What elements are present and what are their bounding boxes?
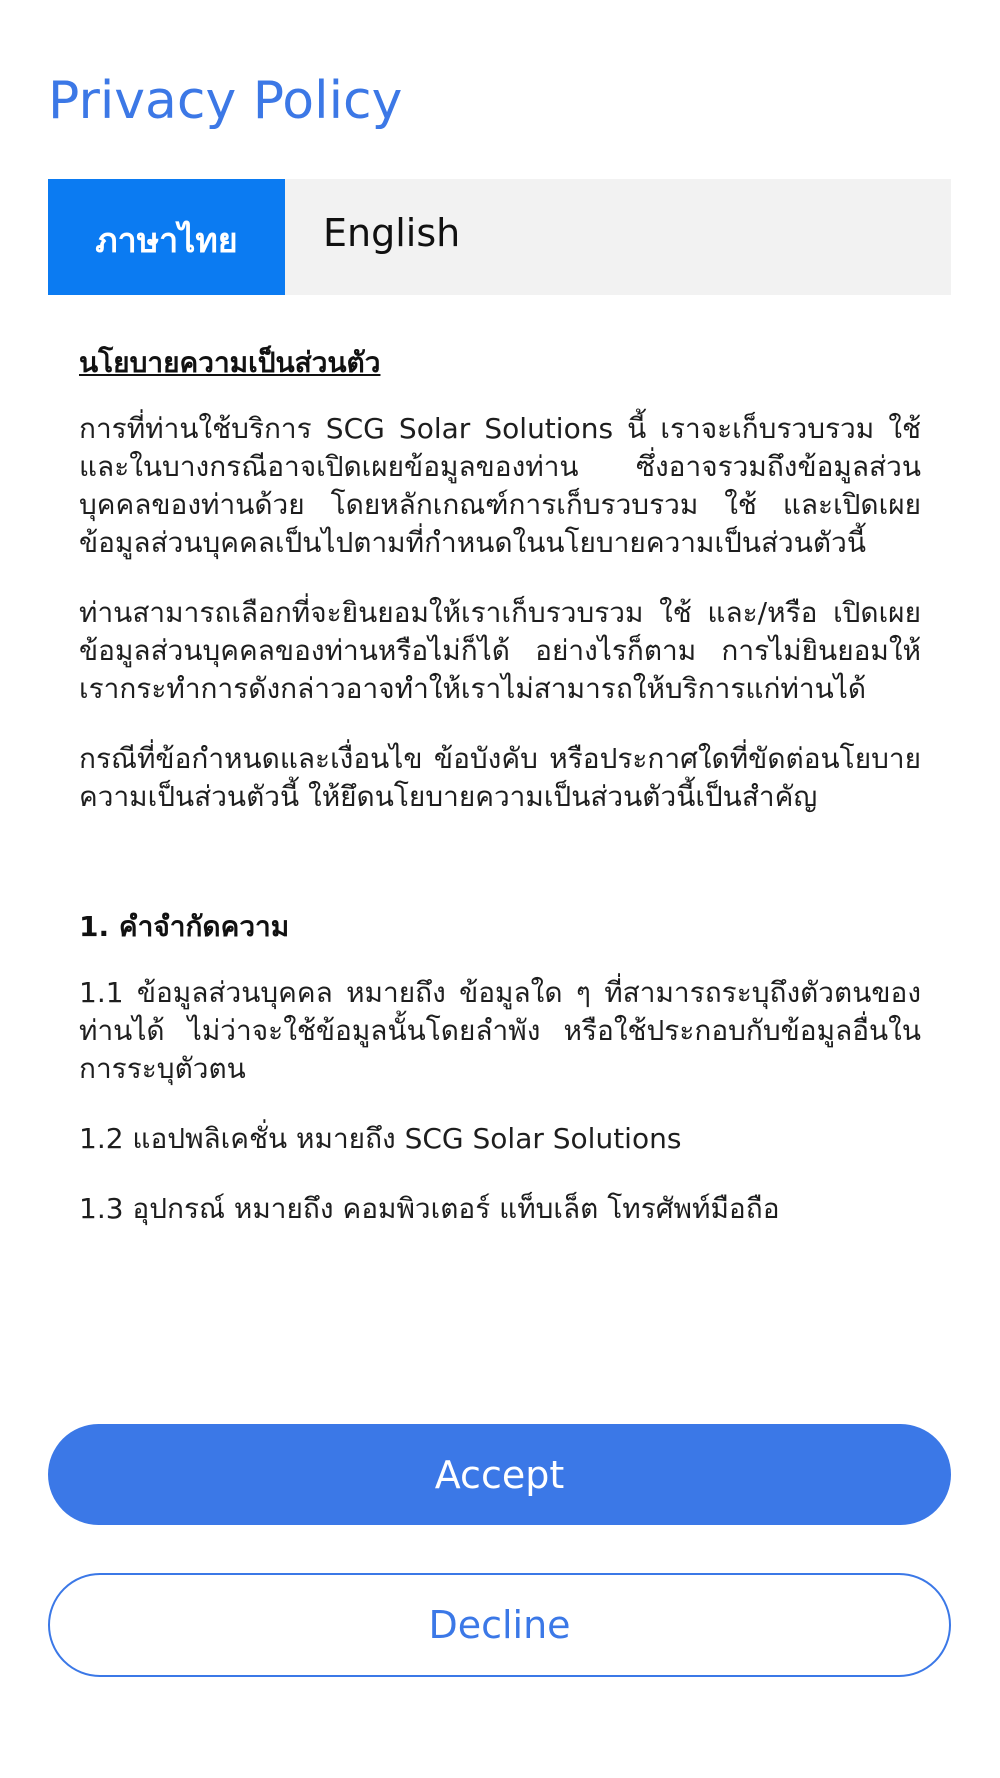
- tab-thai[interactable]: ภาษาไทย: [48, 179, 285, 295]
- page-title: Privacy Policy: [48, 71, 403, 131]
- policy-scroll-area[interactable]: [0, 330, 1000, 1346]
- tab-english[interactable]: English: [323, 211, 461, 255]
- definition-item: 1.3 อุปกรณ์ หมายถึง คอมพิวเตอร์ แท็บเล็ต โทรศัพท์มือถือ: [79, 1192, 780, 1225]
- language-tab-bar: [48, 179, 951, 295]
- section-heading-definitions: 1. คำจำกัดความ: [79, 910, 290, 943]
- policy-content: [79, 330, 921, 1260]
- policy-paragraph: การที่ท่านใช้บริการ SCG Solar Solutions นี้ เราจะเก็บรวบรวม ใช้ และในบางกรณีอาจเปิดเผยข้อมูลของท่าน ซึ่งอาจรวมถึงข้อมูลส่วนบุคคลของท่านด้วย โดยหลักเกณฑ์การเก็บรวบรวม ใช้ และเปิดเผยข้อมูลส่วนบุคคลเป็นไปตามที่กำหนดในนโยบายความเป็นส่วนตัวนี้: [79, 412, 921, 559]
- policy-heading: นโยบายความเป็นส่วนตัว: [79, 346, 381, 379]
- policy-paragraph: ท่านสามารถเลือกที่จะยินยอมให้เราเก็บรวบรวม ใช้ และ/หรือ เปิดเผยข้อมูลส่วนบุคคลของท่านหรือไม่ก็ได้ อย่างไรก็ตาม การไม่ยินยอมให้เรากระทำการดังกล่าวอาจทำให้เราไม่สามารถให้บริการแก่ท่านได้: [79, 596, 921, 705]
- decline-button[interactable]: Decline: [48, 1573, 951, 1677]
- definition-item: 1.2 แอปพลิเคชั่น หมายถึง SCG Solar Solutions: [79, 1122, 682, 1155]
- definition-item: 1.1 ข้อมูลส่วนบุคคล หมายถึง ข้อมูลใด ๆ ที่สามารถระบุถึงตัวตนของท่านได้ ไม่ว่าจะใช้ข้อมูลนั้นโดยลำพัง หรือใช้ประกอบกับข้อมูลอื่นในการระบุตัวตน: [79, 976, 921, 1085]
- policy-paragraph: กรณีที่ข้อกำหนดและเงื่อนไข ข้อบังคับ หรือประกาศใดที่ขัดต่อนโยบายความเป็นส่วนตัวนี้ ให้ยึดนโยบายความเป็นส่วนตัวนี้เป็นสำคัญ: [79, 742, 921, 813]
- accept-button[interactable]: Accept: [48, 1424, 951, 1525]
